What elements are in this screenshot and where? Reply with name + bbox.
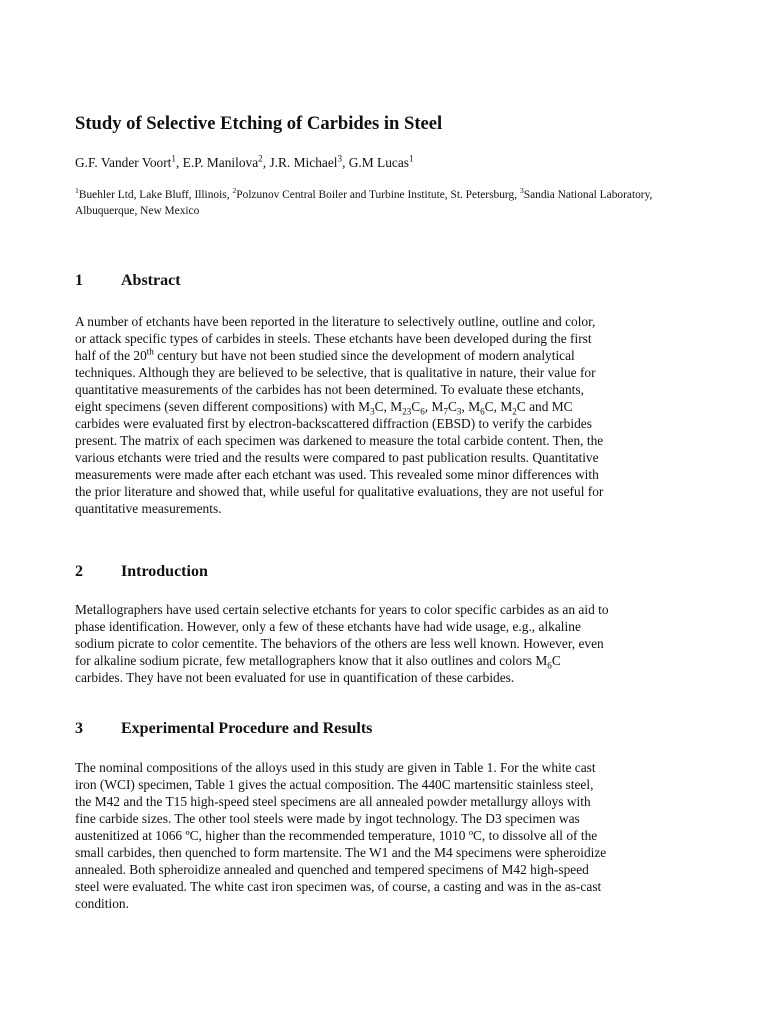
author-list [75, 155, 414, 171]
subscript: 23 [402, 406, 412, 417]
affiliations [75, 187, 695, 219]
author-name: J.R. Michael [269, 155, 338, 170]
section-number: 2 [75, 563, 83, 580]
formula-m2c [500, 399, 573, 417]
text-run: century but have not been studied since the development of modern analytical [153, 348, 575, 363]
formula-part: M [390, 399, 403, 414]
subscript: 3 [456, 406, 462, 417]
subscript: 6 [547, 660, 552, 671]
section-heading-introduction [75, 563, 208, 581]
formula-part: M [431, 399, 444, 414]
text-line: annealed. Both spheroidize annealed and quenched and tempered specimens of M42 high-speed [75, 862, 589, 877]
section-title: Introduction [121, 563, 208, 580]
subscript: 6 [480, 406, 485, 417]
text-line: iron (WCI) specimen, Table 1 gives the actual composition. The 440C martensitic stainless steel, [75, 777, 594, 792]
section-number: 3 [75, 720, 83, 737]
text-line: condition. [75, 896, 129, 911]
text-line: the prior literature and showed that, while useful for qualitative evaluations, they are not useful for [75, 484, 604, 499]
author-affiliation-ref: 1 [409, 153, 414, 164]
formula-part: C and MC [516, 399, 573, 414]
formula-m7c3 [431, 399, 462, 417]
text-line: The nominal compositions of the alloys used in this study are given in Table 1. For the white cast [75, 760, 596, 775]
formula-part: C [411, 399, 421, 414]
affiliation-ref: 2 [232, 186, 237, 196]
formula-part: C [447, 399, 457, 414]
text-line: austenitized at 1066 ºC, higher than the recommended temperature, 1010 ºC, to dissolve all of the [75, 828, 598, 843]
formula-part: C, [374, 399, 391, 414]
text-line: A number of etchants have been reported in the literature to selectively outline, outline and color, [75, 314, 596, 329]
formula-part: C, [484, 399, 501, 414]
text-line: carbides were evaluated first by electron-backscattered diffraction (EBSD) to verify the carbides [75, 416, 592, 431]
text-run: eight specimens (seven different compositions) with [75, 399, 359, 414]
text-line: phase identification. However, only a few of these etchants have had wide usage, e.g., alkaline [75, 619, 581, 634]
text-line: fine carbide sizes. The other tool steels were made by ingot technology. The D3 specimen was [75, 811, 580, 826]
text-line: quantitative measurements of the carbides has not been determined. To evaluate these etchants, [75, 382, 584, 397]
paper-title: Study of Selective Etching of Carbides in Steel [75, 113, 443, 134]
section-title: Experimental Procedure and Results [121, 720, 373, 737]
text-line: carbides. They have not been evaluated for use in quantification of these carbides. [75, 670, 515, 685]
author-name: G.M Lucas [348, 155, 410, 170]
author-affiliation-ref: 3 [337, 153, 343, 164]
subscript: 6 [420, 406, 425, 417]
author-name: E.P. Manilova [182, 155, 259, 170]
experimental-paragraph [75, 759, 699, 912]
formula-m6c [468, 399, 501, 417]
formula-part: M [468, 399, 481, 414]
text-run: , [461, 399, 469, 414]
text-line: quantitative measurements. [75, 501, 222, 516]
formula-part: M [500, 399, 513, 414]
text-line: various etchants were tried and the results were compared to past publication results. Quantitative [75, 450, 599, 465]
text-line [75, 347, 699, 364]
text-run: , [424, 399, 432, 414]
text-line [75, 398, 699, 415]
affiliation-text: Sandia National Laboratory, Albuquerque, New Mexico [75, 189, 653, 217]
text-line: steel were evaluated. The white cast iron specimen was, of course, a casting and was in the as-cast [75, 879, 602, 894]
author-affiliation-ref: 1 [171, 153, 176, 164]
text-run: half of the 20 [75, 348, 147, 363]
section-number: 1 [75, 272, 83, 289]
text-line: Metallographers have used certain selective etchants for years to color specific carbides as an aid to [75, 602, 609, 617]
text-line: techniques. Although they are believed to be selective, that is qualitative in nature, their value for [75, 365, 596, 380]
formula-m3c [358, 399, 391, 417]
text-line: present. The matrix of each specimen was darkened to measure the total carbide content. Then, the [75, 433, 604, 448]
author-separator: , [342, 155, 349, 170]
affiliation-text: Buehler Ltd, Lake Bluff, Illinois, [78, 189, 233, 201]
subscript: 2 [512, 406, 517, 417]
section-title: Abstract [121, 272, 181, 289]
subscript: 3 [370, 406, 375, 417]
text-run: C [551, 653, 561, 668]
text-line: the M42 and the T15 high-speed steel specimens are all annealed powder metallurgy alloys with [75, 794, 591, 809]
affiliation-ref: 1 [75, 186, 79, 196]
affiliation-text: Polzunov Central Boiler and Turbine Institute, St. Petersburg, [236, 189, 520, 201]
text-line: or attack specific types of carbides in steels. These etchants have been developed during the first [75, 331, 592, 346]
superscript: th [146, 346, 154, 357]
text-line [75, 652, 699, 669]
formula-m23c6 [390, 399, 425, 417]
author-separator: , [175, 155, 183, 170]
author-separator: , [262, 155, 270, 170]
text-line: small carbides, then quenched to form martensite. The W1 and the M4 specimens were spheroidize [75, 845, 607, 860]
text-line: sodium picrate to color cementite. The behaviors of the others are less well known. However, even [75, 636, 604, 651]
author-name: G.F. Vander Voort [75, 155, 172, 170]
text-line: measurements were made after each etchant was used. This revealed some minor differences with [75, 467, 599, 482]
formula-part: M [358, 399, 371, 414]
affiliation-ref: 3 [519, 186, 524, 196]
introduction-paragraph [75, 601, 699, 686]
section-heading-abstract [75, 272, 181, 290]
text-run: for alkaline sodium picrate, few metallographers know that it also outlines and colors M [75, 653, 548, 668]
abstract-paragraph [75, 313, 699, 517]
subscript: 7 [443, 406, 448, 417]
section-heading-experimental [75, 720, 372, 738]
author-affiliation-ref: 2 [258, 153, 263, 164]
